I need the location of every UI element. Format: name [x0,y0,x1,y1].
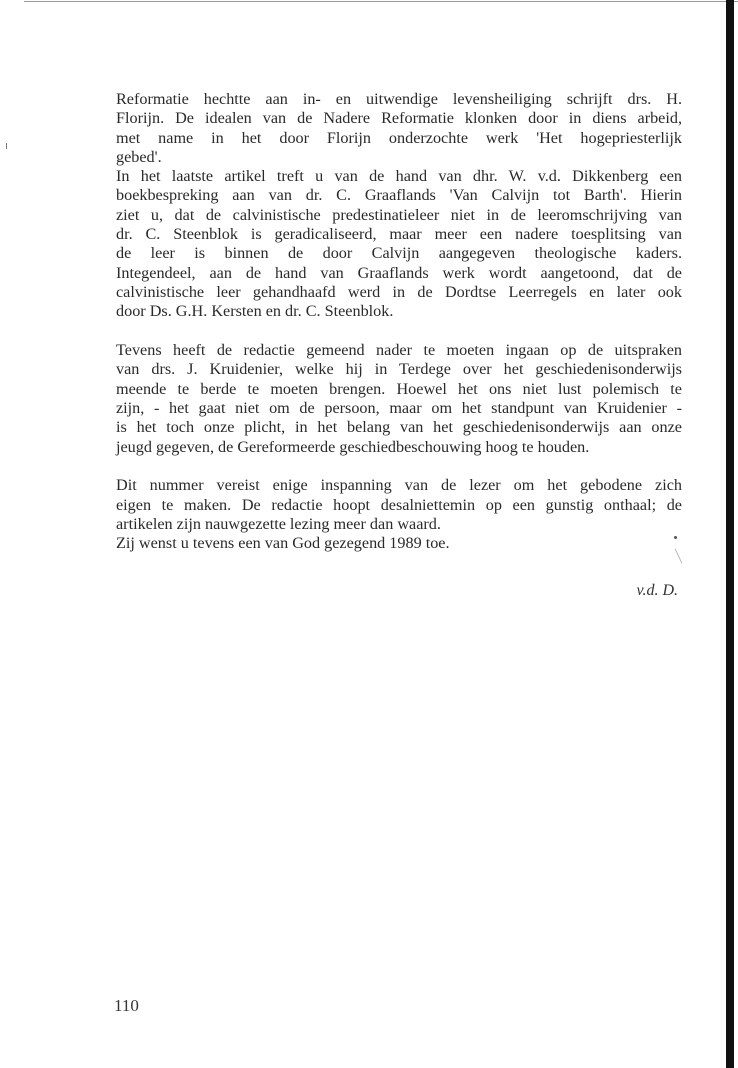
text-line: Florijn. De idealen van de Nadere Reformatie klonken door in diens arbeid, [116,109,682,128]
text-line: gebed'. [116,147,162,166]
text-line: door Ds. G.H. Kersten en dr. C. Steenblok. [116,302,394,321]
text-line: is het toch onze plicht, in het belang van het geschiedenisonderwijs aan onze [116,418,682,437]
text-line: calvinistische leer gehandhaafd werd in de Dordtse Leerregels en later ook [116,282,682,301]
paragraph-gap [116,322,682,342]
text-line: de leer is binnen de door Calvijn aangegeven theologische kaders. [116,244,682,263]
top-rule [24,1,738,2]
text-line: Integendeel, aan de hand van Graaflands werk wordt aangetoond, dat de [116,263,682,282]
ink-speck [674,536,677,539]
text-line: In het laatste artikel treft u van de hand van dhr. W. v.d. Dikkenberg een [116,167,682,186]
text-line: boekbespreking aan van dr. C. Graaflands 'Van Calvijn tot Barth'. Hierin [116,186,682,205]
text-line: ziet u, dat de calvinistische predestinatieleer niet in de leeromschrijving van [116,205,682,224]
margin-mark [6,143,7,149]
paragraph-3 [116,476,682,553]
signature: v.d. D. [636,582,678,599]
text-line: eigen te maken. De redactie hoopt desalniettemin op een gunstig onthaal; de [116,495,682,514]
paragraph-gap [116,457,682,477]
text-line: Zij wenst u tevens een van God gezegend 1989 toe. [116,534,450,553]
text-line: Tevens heeft de redactie gemeend nader te moeten ingaan op de uitspraken [116,341,682,360]
text-line: zijn, - het gaat niet om de persoon, maar om het standpunt van Kruidenier - [116,398,682,417]
page-number: 110 [114,996,139,1015]
scan-edge [726,0,734,1068]
body-text [116,90,682,554]
text-line: Reformatie hechtte aan in- en uitwendige levensheiliging schrijft drs. H. [116,90,682,108]
text-line: artikelen zijn nauwgezette lezing meer dan waard. [116,514,441,533]
text-line: meende te berde te moeten brengen. Hoewel het ons niet lust polemisch te [116,379,682,398]
text-line: met name in het door Florijn onderzochte werk 'Het hogepriesterlijk [116,128,682,147]
text-line: jeugd gegeven, de Gereformeerde geschiedbeschouwing hoog te houden. [116,437,590,456]
paragraph-1 [116,90,682,322]
text-line: van drs. J. Kruidenier, welke hij in Terdege over het geschiedenisonderwijs [116,360,682,379]
paragraph-2 [116,341,682,457]
text-line: Dit nummer vereist enige inspanning van de lezer om het gebodene zich [116,476,682,495]
text-line: dr. C. Steenblok is geradicaliseerd, maar meer een nadere toesplitsing van [116,225,682,244]
